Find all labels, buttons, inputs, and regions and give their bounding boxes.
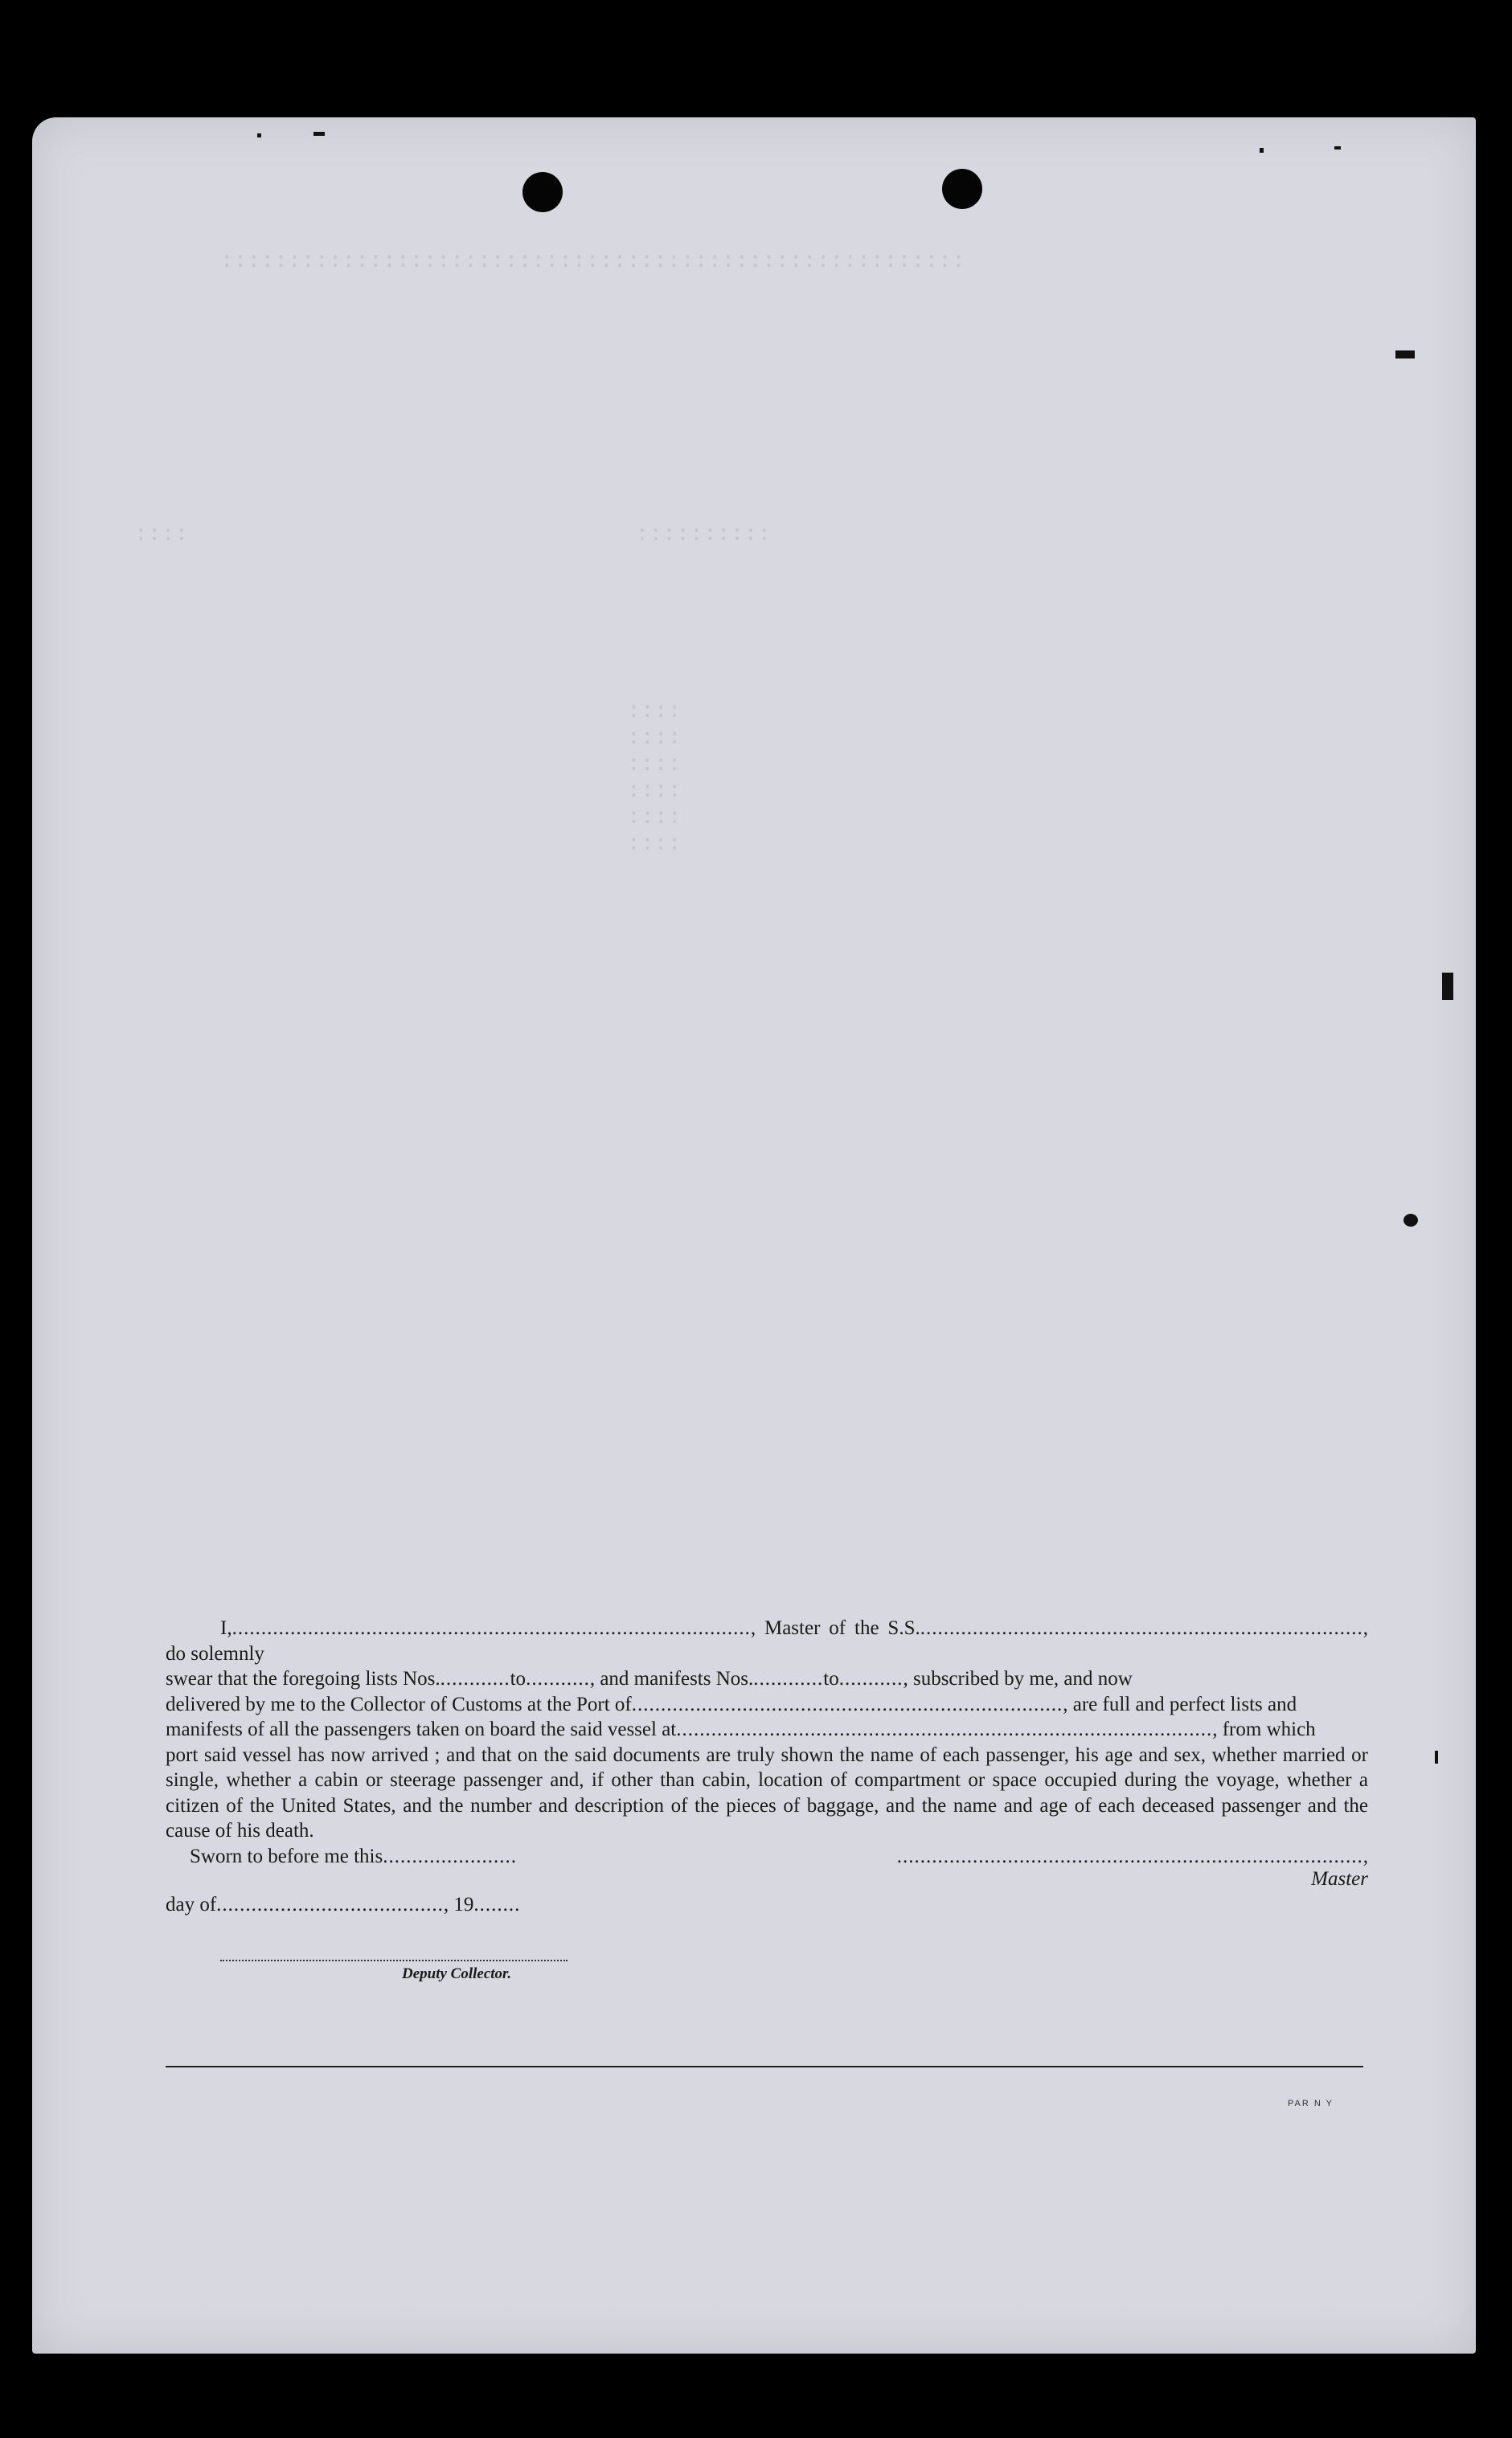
ink-mark: [1260, 148, 1264, 153]
oath-text: port said vessel has now arrived ; and that on the said documents are truly shown the name of each passenger, his age and sex, whether married or single, whether a cabin or steerage passenger and, if other than cabin, location of compartment or space occupied during the voyage, whether a citizen of the United States, and the number and description of the pieces of baggage, and the name and age of each deceased passenger and the cause of his death.: [166, 1743, 1368, 1842]
blank-manifest-to: ...........: [838, 1668, 904, 1690]
bleed-through-text: :::: :::: :::: :::: :::: ::::: [627, 696, 682, 855]
oath-text: manifests of all the passengers taken on board the said vessel at: [166, 1719, 677, 1740]
oath-text: , from which: [1212, 1719, 1316, 1740]
oath-text: delivered by me to the Collector of Customs at the Port of: [166, 1693, 632, 1715]
punch-hole-right: [942, 169, 982, 209]
punch-hole-left: [522, 172, 563, 212]
bleed-through-text: :::::::::::::::::::::::::::::::::::::::::::::::::::::::: [193, 246, 965, 272]
day-of-line: [166, 1894, 520, 1916]
ink-mark: [1442, 973, 1453, 1000]
oath-text: to: [823, 1668, 839, 1690]
oath-text: , Master of the S.S.: [750, 1617, 920, 1639]
oath-text: , do solemnly: [166, 1617, 1368, 1665]
blank-port-of-departure: ............................................................................................: [676, 1719, 1213, 1740]
blank-manifest-from: ............: [753, 1668, 824, 1690]
deputy-signature-line: [220, 1960, 568, 1961]
blank-list-from: ............: [440, 1668, 510, 1690]
sworn-line: [190, 1846, 517, 1868]
oath-text: to: [510, 1668, 527, 1690]
oath-text: swear that the foregoing lists Nos.: [166, 1668, 440, 1690]
blank-master-name: .........................................................................................: [232, 1617, 751, 1639]
sworn-label: Sworn to before me this: [190, 1846, 383, 1867]
blank-sworn-day: .......................: [383, 1846, 517, 1867]
ink-mark: [1395, 350, 1415, 359]
bleed-through-text: :::: ::::::::::: [121, 519, 772, 546]
master-signature-line: [879, 1846, 1368, 1891]
deputy-label: Deputy Collector.: [402, 1965, 512, 1982]
oath-text: , and manifests Nos.: [589, 1668, 754, 1690]
oath-text: , subscribed by me, and now: [903, 1668, 1133, 1690]
oath-text: I,: [220, 1617, 232, 1639]
ink-mark: [313, 132, 325, 136]
master-oath: [166, 1616, 1368, 1844]
printer-imprint: PAR N Y: [1288, 2099, 1334, 2108]
ink-mark: [1403, 1214, 1418, 1227]
ink-mark: [257, 133, 261, 137]
master-label: , Master: [1311, 1846, 1368, 1890]
blank-vessel-name: ............................................................................: [920, 1617, 1363, 1639]
ink-mark: [1334, 146, 1341, 150]
blank-year: ........: [473, 1894, 521, 1916]
year-label: , 19: [443, 1894, 474, 1916]
manifest-page: [32, 117, 1476, 2354]
ink-mark: [1435, 1751, 1438, 1764]
blank-port-of-arrival: ..........................................................................: [631, 1693, 1063, 1715]
blank-master-signature: ................................................................................: [896, 1846, 1363, 1867]
deputy-collector-caption: [402, 1965, 511, 1983]
day-label: day of: [166, 1894, 217, 1916]
bottom-rule: [166, 2066, 1363, 2067]
oath-text: , are full and perfect lists and: [1063, 1693, 1297, 1715]
blank-month: .......................................: [216, 1894, 444, 1916]
blank-list-to: ...........: [526, 1668, 590, 1690]
